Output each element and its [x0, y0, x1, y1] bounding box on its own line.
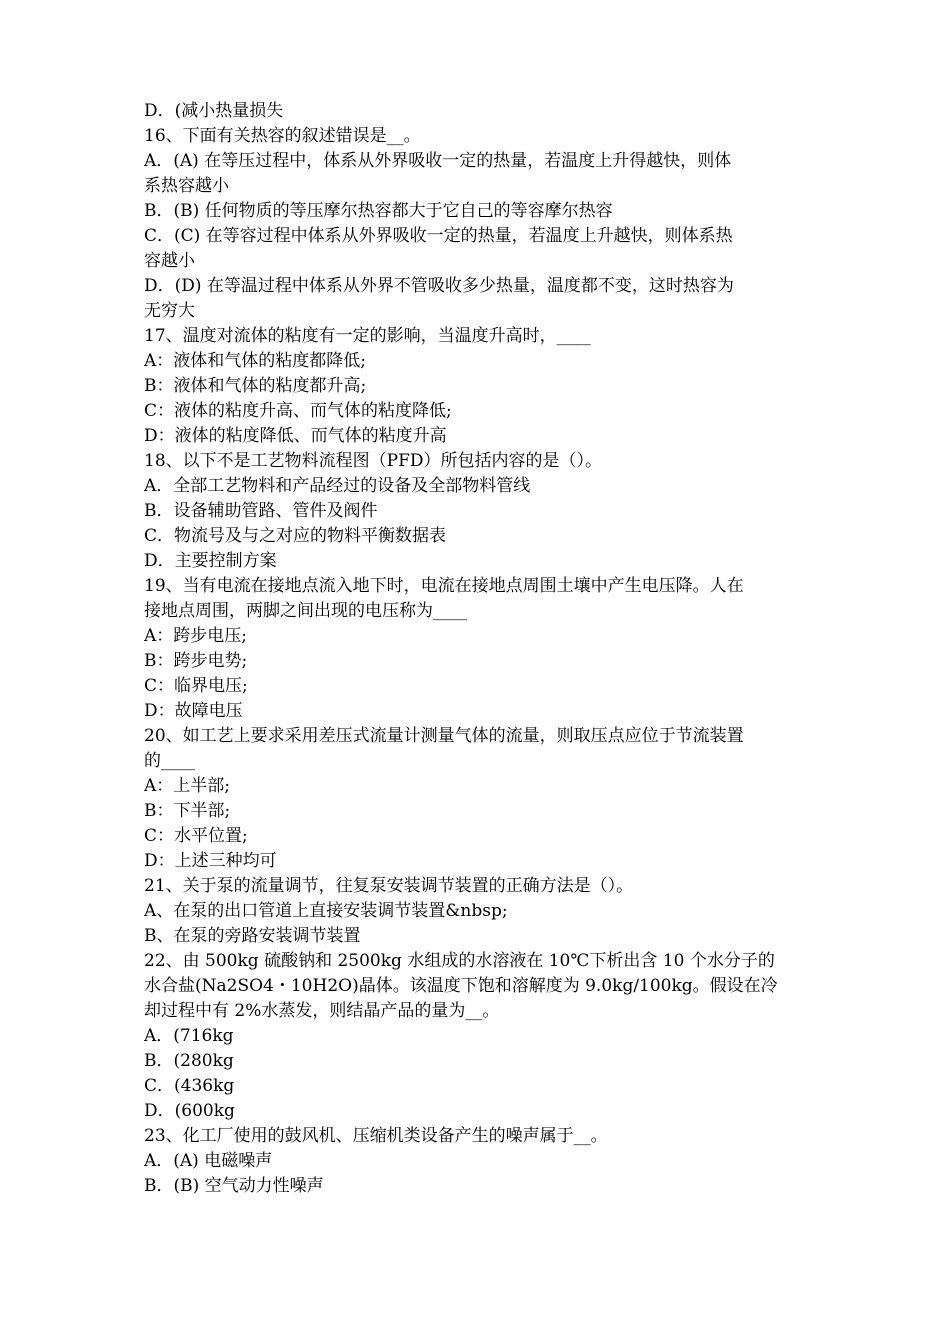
question-22: 22、由 500kg 硫酸钠和 2500kg 水组成的水溶液在 10℃下析出含 10 个水分子的 — [144, 951, 775, 971]
option-line: A．(A) 在等压过程中，体系从外界吸收一定的热量，若温度上升得越快，则体 — [144, 151, 732, 171]
question-22-continued: 水合盐(Na2SO4・10H2O)晶体。该温度下饱和溶解度为 9.0kg/100kg。假设在冷 — [144, 976, 778, 996]
option-line-continued: 无穷大 — [144, 301, 195, 321]
question-17: 17、温度对流体的粘度有一定的影响，当温度升高时，____ — [144, 326, 591, 346]
question-16: 16、下面有关热容的叙述错误是__。 — [144, 126, 421, 146]
option-line: C．(436kg — [144, 1076, 235, 1096]
option-line: C：临界电压; — [144, 676, 248, 696]
question-18: 18、以下不是工艺物料流程图（PFD）所包括内容的是（）。 — [144, 451, 602, 471]
question-20-continued: 的____ — [144, 751, 195, 771]
option-line: B．(280kg — [144, 1051, 234, 1071]
document-body — [144, 99, 808, 1199]
question-21: 21、关于泵的流量调节，往复泵安装调节装置的正确方法是（）。 — [144, 876, 634, 896]
option-line-continued: 系热容越小 — [144, 176, 229, 196]
option-line: D：液体的粘度降低、而气体的粘度升高 — [144, 426, 447, 446]
option-line: B：液体和气体的粘度都升高; — [144, 376, 367, 396]
option-line: C：液体的粘度升高、而气体的粘度降低; — [144, 401, 452, 421]
option-line: A、在泵的出口管道上直接安装调节装置&nbsp; — [144, 901, 508, 921]
question-22-continued: 却过程中有 2%水蒸发，则结晶产品的量为__。 — [144, 1001, 500, 1021]
option-line: A：上半部; — [144, 776, 231, 796]
option-line: B．(B) 任何物质的等压摩尔热容都大于它自己的等容摩尔热容 — [144, 201, 613, 221]
option-line: B：跨步电势; — [144, 651, 248, 671]
question-20: 20、如工艺上要求采用差压式流量计测量气体的流量，则取压点应位于节流装置 — [144, 726, 744, 746]
option-line: A．全部工艺物料和产品经过的设备及全部物料管线 — [144, 476, 531, 496]
option-line: B．(B) 空气动力性噪声 — [144, 1176, 324, 1196]
option-line-continued: 容越小 — [144, 251, 195, 271]
option-line: B．设备辅助管路、管件及阀件 — [144, 501, 378, 521]
option-line: D：上述三种均可 — [144, 851, 277, 871]
option-line: A：液体和气体的粘度都降低; — [144, 351, 367, 371]
option-line: A．(716kg — [144, 1026, 234, 1046]
option-line: D．(600kg — [144, 1101, 235, 1121]
question-19-continued: 接地点周围，两脚之间出现的电压称为____ — [144, 601, 467, 621]
option-line: C．物流号及与之对应的物料平衡数据表 — [144, 526, 447, 546]
option-line: D：故障电压 — [144, 701, 243, 721]
option-line: D．(D) 在等温过程中体系从外界不管吸收多少热量，温度都不变，这时热容为 — [144, 276, 734, 296]
question-23: 23、化工厂使用的鼓风机、压缩机类设备产生的噪声属于__。 — [144, 1126, 608, 1146]
option-line: D．(减小热量损失 — [144, 101, 284, 121]
option-line: D．主要控制方案 — [144, 551, 277, 571]
option-line: B：下半部; — [144, 801, 231, 821]
question-19: 19、当有电流在接地点流入地下时，电流在接地点周围土壤中产生电压降。人在 — [144, 576, 744, 596]
option-line: A：跨步电压; — [144, 626, 248, 646]
option-line: C．(C) 在等容过程中体系从外界吸收一定的热量，若温度上升越快，则体系热 — [144, 226, 733, 246]
option-line: C：水平位置; — [144, 826, 248, 846]
option-line: A．(A) 电磁噪声 — [144, 1151, 273, 1171]
option-line: B、在泵的旁路安装调节装置 — [144, 926, 361, 946]
